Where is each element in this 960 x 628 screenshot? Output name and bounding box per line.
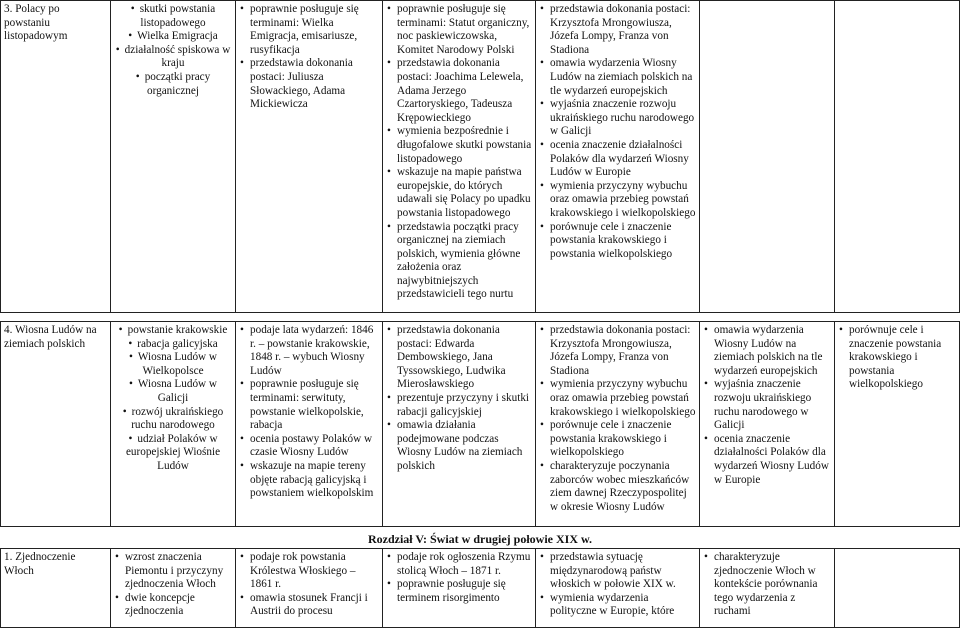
row2-basic-item: • poprawnie posługuje się terminami: serwituty, powstanie wielkopolskie, rabacja <box>239 378 379 432</box>
row1-topic-cell <box>0 0 111 313</box>
row2-extended-item: • prezentuje przyczyny i skutki rabacji galicyjskiej <box>386 392 532 419</box>
row1-supplementary-item: • wymienia przyczyny wybuchu oraz omawia przebieg powstań krakowskiego i wielkopolskiego <box>539 180 696 221</box>
row2-supplementary-item: • wymienia przyczyny wybuchu oraz omawia przebieg powstań krakowskiego i wielkopolskiego <box>539 378 696 419</box>
row2-content-item: • powstanie krakowskie <box>114 324 232 338</box>
row1-extended-requirements-cell <box>382 0 536 313</box>
row2-content-item: • udział Polaków w europejskiej Wiośnie Ludów <box>114 433 232 474</box>
row1-extended-item: • przedstawia dokonania postaci: Joachima Lelewela, Adama Jerzego Czartoryskiego, Tadeusza Krępowieckiego <box>386 57 532 125</box>
row2-excellent-item: • porównuje cele i znaczenie powstania krakowskiego i powstania wielkopolskiego <box>838 324 956 392</box>
row2-extended-item: • przedstawia dokonania postaci: Edwarda Dembowskiego, Jana Tyssowskiego, Ludwika Mierosławskiego <box>386 324 532 392</box>
row3-advanced-item: • charakteryzuje zjednoczenie Włoch w kontekście porównania tego wydarzenia z ruchami <box>703 551 831 619</box>
row3-basic-requirements-cell <box>235 548 383 628</box>
row3-basic-item: • podaje rok powstania Królestwa Włoskiego – 1861 r. <box>239 551 379 592</box>
row3-excellent-requirements-cell <box>834 548 960 628</box>
section-title: Rozdział V: Świat w drugiej połowie XIX w. <box>367 532 592 546</box>
row1-basic-item: • przedstawia dokonania postaci: Juliusza Słowackiego, Adama Mickiewicza <box>239 57 379 111</box>
row2-advanced-item: • wyjaśnia znaczenie rozwoju ukraińskiego ruchu narodowego w Galicji <box>703 378 831 432</box>
row2-advanced-requirements-cell <box>699 321 835 527</box>
row3-extended-requirements-cell <box>382 548 536 628</box>
row3-topic: 1. Zjednoczenie Włoch <box>4 551 76 577</box>
row1-extended-item: • przedstawia początki pracy organicznej na ziemiach polskich, wymienia główne założenia oraz najwybitniejszych przedstawicieli tego nurtu <box>386 221 532 303</box>
row1-supplementary-item: • porównuje cele i znaczenie powstania krakowskiego i powstania wielkopolskiego <box>539 221 696 262</box>
row2-content-cell <box>110 321 236 527</box>
row2-advanced-item: • ocenia znaczenie działalności Polaków dla wydarzeń Wiosny Ludów w Europie <box>703 433 831 487</box>
row1-extended-item: • poprawnie posługuje się terminami: Statut organiczny, noc paskiewiczowska, Komitet Narodowy Polski <box>386 3 532 57</box>
row1-col6-cell <box>699 0 835 313</box>
row2-excellent-requirements-cell <box>834 321 960 527</box>
row3-basic-item: • omawia stosunek Francji i Austrii do procesu <box>239 592 379 619</box>
row1-content-item: • początki pracy organicznej <box>114 71 232 98</box>
row1-extended-item: • wskazuje na mapie państwa europejskie, do których udawali się Polacy po upadku powstania listopadowego <box>386 166 532 220</box>
row1-supplementary-item: • ocenia znaczenie działalności Polaków dla wydarzeń Wiosny Ludów w Europie <box>539 139 696 180</box>
row2-topic-cell <box>0 321 111 527</box>
row1-basic-requirements-cell <box>235 0 383 313</box>
row3-extended-item: • poprawnie posługuje się terminem risorgimento <box>386 578 532 605</box>
row3-advanced-requirements-cell <box>699 548 835 628</box>
row3-supplementary-requirements-cell <box>535 548 700 628</box>
row2-basic-item: • ocenia postawy Polaków w czasie Wiosny Ludów <box>239 433 379 460</box>
row1-supplementary-item: • wyjaśnia znaczenie rozwoju ukraińskiego ruchu narodowego w Galicji <box>539 98 696 139</box>
row2-basic-item: • podaje lata wydarzeń: 1846 r. – powstanie krakowskie, 1848 r. – wybuch Wiosny Ludów <box>239 324 379 378</box>
row1-supplementary-item: • przedstawia dokonania postaci: Krzysztofa Mrongowiusza, Józefa Lompy, Franza von Stadiona <box>539 3 696 57</box>
row1-content-item: • Wielka Emigracja <box>114 30 232 44</box>
row3-topic-cell <box>0 548 111 628</box>
row1-content-item: • działalność spiskowa w kraju <box>114 44 232 71</box>
row2-supplementary-requirements-cell <box>535 321 700 527</box>
row3-content-item: • dwie koncepcje zjednoczenia <box>114 592 232 619</box>
row2-supplementary-item: • porównuje cele i znaczenie powstania krakowskiego i wielkopolskiego <box>539 419 696 460</box>
row1-supplementary-requirements-cell <box>535 0 700 313</box>
row1-extended-item: • wymienia bezpośrednie i długofalowe skutki powstania listopadowego <box>386 125 532 166</box>
row2-content-item: • rozwój ukraińskiego ruchu narodowego <box>114 406 232 433</box>
row1-col7-cell <box>834 0 960 313</box>
row2-extended-requirements-cell <box>382 321 536 527</box>
row2-advanced-item: • omawia wydarzenia Wiosny Ludów na ziemiach polskich na tle wydarzeń europejskich <box>703 324 831 378</box>
row1-content-item: • skutki powstania listopadowego <box>114 3 232 30</box>
row2-extended-item: • omawia działania podejmowane podczas Wiosny Ludów na ziemiach polskich <box>386 419 532 473</box>
row2-supplementary-item: • charakteryzuje poczynania zaborców wobec mieszkańców ziem dawnej Rzeczypospolitej w okresie Wiosny Ludów <box>539 460 696 514</box>
row2-supplementary-item: • przedstawia dokonania postaci: Krzysztofa Mrongowiusza, Józefa Lompy, Franza von Stadiona <box>539 324 696 378</box>
row3-content-item: • wzrost znaczenia Piemontu i przyczyny zjednoczenia Włoch <box>114 551 232 592</box>
row2-content-item: • rabacja galicyjska <box>114 338 232 352</box>
row3-supplementary-item: • wymienia wydarzenia polityczne w Europie, które <box>539 592 696 619</box>
row1-content-cell <box>110 0 236 313</box>
row1-supplementary-item: • omawia wydarzenia Wiosny Ludów na ziemiach polskich na tle wydarzeń europejskich <box>539 57 696 98</box>
row2-content-item: • Wiosna Ludów w Galicji <box>114 378 232 405</box>
row1-topic: 3. Polacy po powstaniu listopadowym <box>4 3 68 43</box>
row3-extended-item: • podaje rok ogłoszenia Rzymu stolicą Włoch – 1871 r. <box>386 551 532 578</box>
row2-basic-item: • wskazuje na mapie tereny objęte rabacją galicyjską i powstaniem wielkopolskim <box>239 460 379 501</box>
row1-basic-item: • poprawnie posługuje się terminami: Wielka Emigracja, emisariusze, rusyfikacja <box>239 3 379 57</box>
row3-supplementary-item: • przedstawia sytuację międzynarodową państw włoskich w połowie XIX w. <box>539 551 696 592</box>
row2-basic-requirements-cell <box>235 321 383 527</box>
row2-content-item: • Wiosna Ludów w Wielkopolsce <box>114 351 232 378</box>
row3-content-cell <box>110 548 236 628</box>
row2-topic: 4. Wiosna Ludów na ziemiach polskich <box>4 324 97 350</box>
